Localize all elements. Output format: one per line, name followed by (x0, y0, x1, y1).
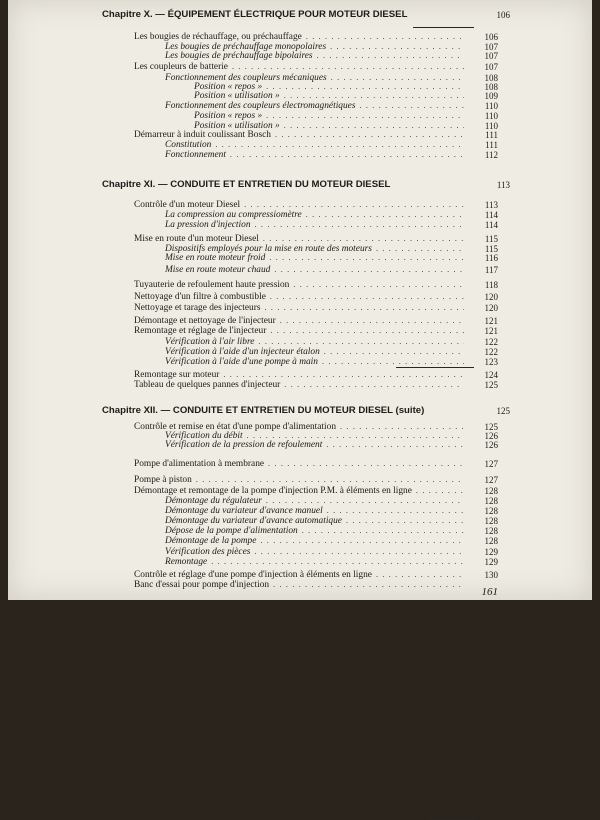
dot-leader (322, 357, 464, 367)
toc-entry (8, 380, 592, 390)
toc-entry-title: Démontage du variateur d'avance manuel (165, 506, 323, 516)
dot-leader (327, 506, 464, 516)
toc-entry-title: Vérification à l'air libre (165, 337, 255, 347)
toc-entry-page: 127 (484, 459, 498, 469)
toc-entry-title: Nettoyage et tarage des injecteurs (134, 303, 261, 313)
toc-entry-page: 120 (484, 303, 498, 313)
toc-entry-title: Vérification du débit (165, 431, 243, 441)
dot-leader (254, 547, 464, 557)
toc-entry-page: 115 (484, 234, 498, 244)
toc-entry-title: Position « repos » (194, 111, 263, 121)
toc-entry-title: Remontage (165, 557, 208, 567)
dot-leader (326, 440, 464, 450)
toc-entry-page: 123 (484, 357, 498, 367)
toc-entry-page: 130 (484, 570, 498, 580)
toc-entry (8, 516, 592, 526)
toc-entry-title: Contrôle d'un moteur Diesel (134, 200, 241, 210)
toc-entry (8, 570, 592, 580)
toc-entry-page: 128 (484, 536, 498, 546)
toc-entry-title: Vérification des pièces (165, 547, 251, 557)
toc-entry (8, 32, 592, 42)
dot-leader (270, 292, 464, 302)
toc-entry-title: Démontage de la pompe (165, 536, 257, 546)
toc-entry-page: 107 (484, 51, 498, 61)
toc-entry-title: Dépose de la pompe d'alimentation (165, 526, 298, 536)
toc-entry (8, 101, 592, 111)
toc-entry-page: 116 (484, 253, 498, 263)
dot-leader (265, 303, 464, 313)
toc-entry-title: Démontage et nettoyage de l'injecteur (134, 316, 276, 326)
toc-entry-page: 128 (484, 506, 498, 516)
toc-entry-page: 124 (484, 370, 498, 380)
toc-entry-page: 112 (484, 150, 498, 160)
dot-leader (416, 486, 464, 496)
chapter-page-number: 113 (496, 180, 510, 190)
toc-entry (8, 475, 592, 485)
dot-leader (284, 91, 464, 101)
toc-entry-page: 120 (484, 292, 498, 302)
toc-entry-page: 107 (484, 62, 498, 72)
chapter-page-number: 106 (496, 10, 510, 20)
toc-entry-page: 113 (484, 200, 498, 210)
toc-entry-page: 121 (484, 326, 498, 336)
toc-entry-page: 109 (484, 91, 498, 101)
dot-leader (324, 347, 464, 357)
dot-leader (360, 101, 465, 111)
dot-leader (275, 130, 464, 140)
toc-entry-title: Contrôle et réglage d'une pompe d'injection à éléments en ligne (134, 570, 372, 580)
toc-entry-page: 115 (484, 244, 498, 254)
toc-entry-page: 129 (484, 547, 498, 557)
dot-leader (317, 51, 464, 61)
toc-entry-title: Vérification à l'aide d'une pompe à main (165, 357, 318, 367)
toc-entry (8, 62, 592, 72)
dot-leader (280, 316, 464, 326)
toc-entry-title: Vérification de la pression de refoulement (165, 440, 323, 450)
toc-entry (8, 303, 592, 313)
toc-entry-page: 118 (484, 280, 498, 290)
dot-leader (266, 496, 464, 506)
dot-leader (284, 380, 464, 390)
toc-entry (8, 150, 592, 160)
toc-entry (8, 111, 592, 121)
toc-entry-title: Les bougies de préchauffage bipolaires (165, 51, 313, 61)
page-number: 161 (481, 586, 498, 598)
toc-entry-page: 111 (485, 140, 498, 150)
toc-entry (8, 91, 592, 101)
chapter-heading-row (8, 10, 592, 20)
toc-entry-page: 122 (484, 347, 498, 357)
chapter-heading-rule (396, 367, 474, 368)
toc-entry-title: Position « utilisation » (194, 91, 280, 101)
toc-entry (8, 526, 592, 536)
toc-entry-page: 114 (484, 210, 498, 220)
dot-leader (211, 557, 464, 567)
toc-entry-title: Fonctionnement (165, 150, 226, 160)
toc-entry-page: 110 (484, 121, 498, 131)
toc-entry (8, 506, 592, 516)
dot-leader (258, 337, 464, 347)
dot-leader (230, 150, 464, 160)
toc-entry (8, 486, 592, 496)
toc-entry-title: Pompe à piston (134, 475, 192, 485)
toc-entry-page: 127 (484, 475, 498, 485)
toc-entry-title: Remontage et réglage de l'injecteur (134, 326, 267, 336)
dot-leader (306, 210, 464, 220)
toc-entry (8, 316, 592, 326)
toc-entry (8, 580, 592, 590)
toc-entry-title: Démontage et remontage de la pompe d'injection P.M. à éléments en ligne (134, 486, 412, 496)
dot-leader (346, 516, 464, 526)
toc-entry (8, 347, 592, 357)
toc-entry (8, 557, 592, 567)
chapter-heading: Chapitre XII. — CONDUITE ET ENTRETIEN DU MOTEUR DIESEL (suite) (102, 405, 425, 416)
dot-leader (196, 475, 464, 485)
dot-leader (293, 280, 464, 290)
toc-entry-title: Tableau de quelques pannes d'injecteur (134, 380, 281, 390)
toc-entry-page: 126 (484, 431, 498, 441)
toc-entry-page: 128 (484, 496, 498, 506)
toc-entry-title: Les bougies de réchauffage, ou préchauffage (134, 32, 302, 42)
dot-leader (244, 200, 464, 210)
dot-leader (268, 459, 464, 469)
toc-entry (8, 547, 592, 557)
toc-entry-page: 106 (484, 32, 498, 42)
chapter-heading: Chapitre XI. — CONDUITE ET ENTRETIEN DU MOTEUR DIESEL (102, 179, 391, 190)
chapter-heading-row (8, 180, 592, 190)
toc-entry-title: Mise en route d'un moteur Diesel (134, 234, 259, 244)
toc-entry-title: Les bougies de préchauffage monopolaires (165, 42, 327, 52)
toc-entry-page: 126 (484, 440, 498, 450)
toc-entry-title: Tuyauterie de refoulement haute pression (134, 280, 290, 290)
toc-entry (8, 210, 592, 220)
dot-leader (273, 580, 464, 590)
dot-leader (302, 526, 464, 536)
chapter-page-number: 125 (496, 406, 510, 416)
dot-leader (376, 570, 464, 580)
toc-entry-title: Fonctionnement des coupleurs électromagnétiques (165, 101, 356, 111)
toc-entry-title: La compression au compressiomètre (165, 210, 302, 220)
dot-leader (232, 62, 464, 72)
toc-entry (8, 536, 592, 546)
book-page (8, 0, 592, 600)
toc-entry-page: 122 (484, 337, 498, 347)
toc-entry-title: Remontage sur moteur (134, 370, 220, 380)
toc-entry-title: Position « utilisation » (194, 121, 280, 131)
dot-leader (263, 234, 464, 244)
toc-entry (8, 234, 592, 244)
toc-entry (8, 140, 592, 150)
toc-entry-page: 129 (484, 557, 498, 567)
toc-entry-page: 107 (484, 42, 498, 52)
toc-entry (8, 496, 592, 506)
toc-entry-page: 111 (485, 130, 498, 140)
toc-entry-page: 125 (484, 422, 498, 432)
toc-entry (8, 265, 592, 275)
toc-entry (8, 440, 592, 450)
toc-entry-page: 110 (484, 111, 498, 121)
toc-entry-page: 108 (484, 82, 498, 92)
toc-entry (8, 370, 592, 380)
toc-entry (8, 337, 592, 347)
toc-entry (8, 280, 592, 290)
dot-leader (270, 326, 464, 336)
dot-leader (255, 220, 464, 230)
toc-entry-title: Constitution (165, 140, 212, 150)
toc-entry-title: Mise en route moteur froid (165, 253, 266, 263)
toc-entry-title: Démarreur à induit coulissant Bosch (134, 130, 271, 140)
toc-entry-title: Les coupleurs de batterie (134, 62, 228, 72)
toc-entry-page: 114 (484, 220, 498, 230)
toc-entry-title: Position « repos » (194, 82, 263, 92)
dot-leader (306, 32, 464, 42)
toc-entry (8, 326, 592, 336)
chapter-heading-row (8, 406, 592, 416)
toc-entry (8, 292, 592, 302)
toc-entry-title: Nettoyage d'un filtre à combustible (134, 292, 266, 302)
toc-entry (8, 357, 592, 367)
toc-entry-page: 125 (484, 380, 498, 390)
toc-entry-title: Vérification à l'aide d'un injecteur étalon (165, 347, 320, 357)
toc-entry-title: Contrôle et remise en état d'une pompe d'alimentation (134, 422, 337, 432)
dot-leader (266, 111, 464, 121)
toc-entry-page: 121 (484, 316, 498, 326)
toc-entry-page: 128 (484, 526, 498, 536)
dot-leader (274, 265, 464, 275)
toc-entry-title: Fonctionnement des coupleurs mécaniques (165, 73, 327, 83)
toc-entry-page: 110 (484, 101, 498, 111)
toc-entry (8, 200, 592, 210)
toc-entry-title: Mise en route moteur chaud (165, 265, 271, 275)
toc-entry (8, 253, 592, 263)
dot-leader (260, 536, 464, 546)
chapter-heading: Chapitre X. — ÉQUIPEMENT ÉLECTRIQUE POUR MOTEUR DIESEL (102, 9, 408, 20)
dot-leader (215, 140, 464, 150)
chapter-heading-rule (413, 27, 474, 28)
dot-leader (269, 253, 464, 263)
toc-entry-title: Démontage du variateur d'avance automatique (165, 516, 342, 526)
toc-entry-page: 117 (484, 265, 498, 275)
toc-entry-page: 128 (484, 516, 498, 526)
toc-entry (8, 51, 592, 61)
toc-entry-title: Banc d'essai pour pompe d'injection (134, 580, 270, 590)
toc-entry-title: Démontage du régulateur (165, 496, 262, 506)
toc-entry-page: 128 (484, 486, 498, 496)
toc-entry-title: La pression d'injection (165, 220, 251, 230)
toc-entry (8, 220, 592, 230)
dot-leader (223, 370, 464, 380)
toc-entry-title: Dispositifs employés pour la mise en route des moteurs (165, 244, 372, 254)
toc-entry-title: Pompe d'alimentation à membrane (134, 459, 265, 469)
toc-entry (8, 130, 592, 140)
toc-entry (8, 459, 592, 469)
toc-entry-page: 108 (484, 73, 498, 83)
